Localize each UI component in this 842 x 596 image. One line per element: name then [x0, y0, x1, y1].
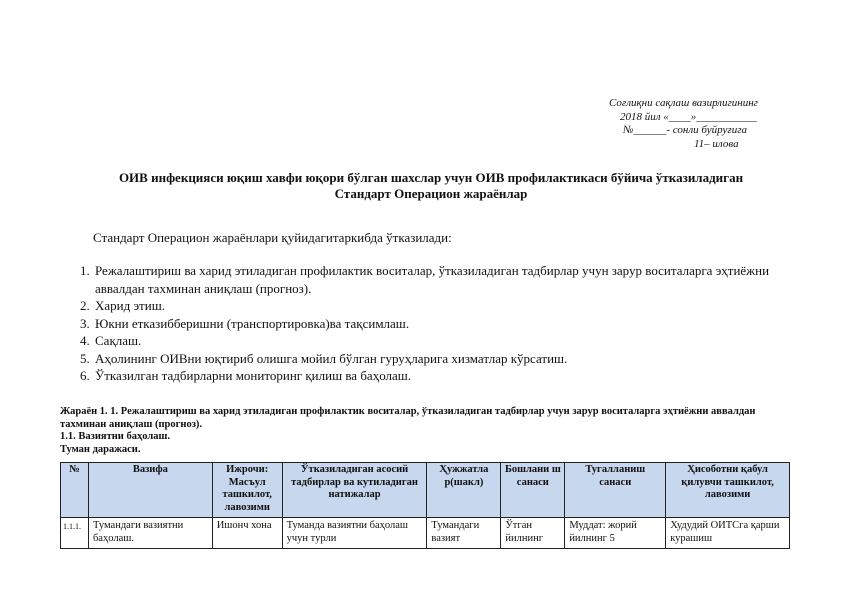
- column-header: Тугалланиш санаси: [565, 463, 666, 518]
- table-cell: 1.1.1.: [61, 518, 89, 549]
- document-title-line: ОИВ инфекцияси юқиш хавфи юқори бўлган шахслар учун ОИВ профилактикаси бўйича ўтказиладиган: [118, 170, 744, 185]
- column-header: Ҳисоботни қабул қилувчи ташкилот, лавозими: [666, 463, 790, 518]
- document-title: [60, 170, 802, 202]
- table-cell: Ишонч хона: [212, 518, 282, 549]
- column-header: Ижрочи: Масъул ташкилот, лавозими: [212, 463, 282, 518]
- header-note-line: 11– илова: [694, 137, 739, 150]
- column-header: Ҳужжатла р(шакл): [427, 463, 501, 518]
- process-table: [60, 462, 790, 549]
- list-item: 4. Сақлаш.: [93, 332, 813, 350]
- section-level: Туман даражаси.: [60, 443, 141, 455]
- header-note: [609, 97, 784, 151]
- document-title-line: Стандарт Операцион жараёнлар: [334, 186, 528, 201]
- header-note-line: 2018 йил «____»___________: [620, 110, 757, 123]
- table-row: [61, 518, 790, 549]
- table-cell: Муддат: жорий йилнинг 5: [565, 518, 666, 549]
- section-heading: Жараён 1. 1. Режалаштириш ва харид этиладиган профилактик воситалар, ўтказиладиган тадбирлар учун зарур воситаларга эҳтиёжни аввалдан тахминан аниқлаш (прогноз).: [60, 406, 756, 430]
- table-cell: Худудий ОИТСга қарши курашиш: [666, 518, 790, 549]
- column-header: Ўтказиладиган асосий тадбирлар ва кутиладиган натижалар: [282, 463, 427, 518]
- column-header: Вазифа: [88, 463, 212, 518]
- section-subheading: 1.1. Вазиятни баҳолаш.: [60, 431, 170, 442]
- list-item: 3. Юкни етказибберишни (транспортировка)ва тақсимлаш.: [93, 315, 813, 333]
- steps-list: [60, 262, 813, 385]
- list-item: 6. Ўтказилган тадбирларни мониторинг қилиш ва баҳолаш.: [93, 367, 813, 385]
- header-note-line: №______- сонли буйруғига: [623, 124, 747, 136]
- table-cell: Тумандаги вазият: [427, 518, 501, 549]
- list-item: 1. Режалаштириш ва харид этиладиган профилактик воситалар, ўтказиладиган тадбирлар учун зарур воситаларга эҳтиёжни аввалдан тахминан аниқлаш (прогноз).: [93, 262, 813, 297]
- header-note-line: Соғлиқни сақлаш вазирлигининг: [609, 97, 758, 109]
- list-item: 5. Аҳолининг ОИВни юқтириб олишга мойил бўлган гуруҳларига хизматлар кўрсатиш.: [93, 350, 813, 368]
- table-cell: Ўтган йилнинг: [501, 518, 565, 549]
- table-cell: Тумандаги вазиятни баҳолаш.: [88, 518, 212, 549]
- column-header: Бошлани ш санаси: [501, 463, 565, 518]
- process-section: [60, 406, 780, 456]
- table-cell: Туманда вазиятни баҳолаш учун турли: [282, 518, 427, 549]
- column-header: №: [61, 463, 89, 518]
- intro-text: Стандарт Операцион жараёнлари қуйидагитаркибда ўтказилади:: [93, 230, 452, 245]
- table-header-row: [61, 463, 790, 518]
- list-item: 2. Харид этиш.: [93, 297, 813, 315]
